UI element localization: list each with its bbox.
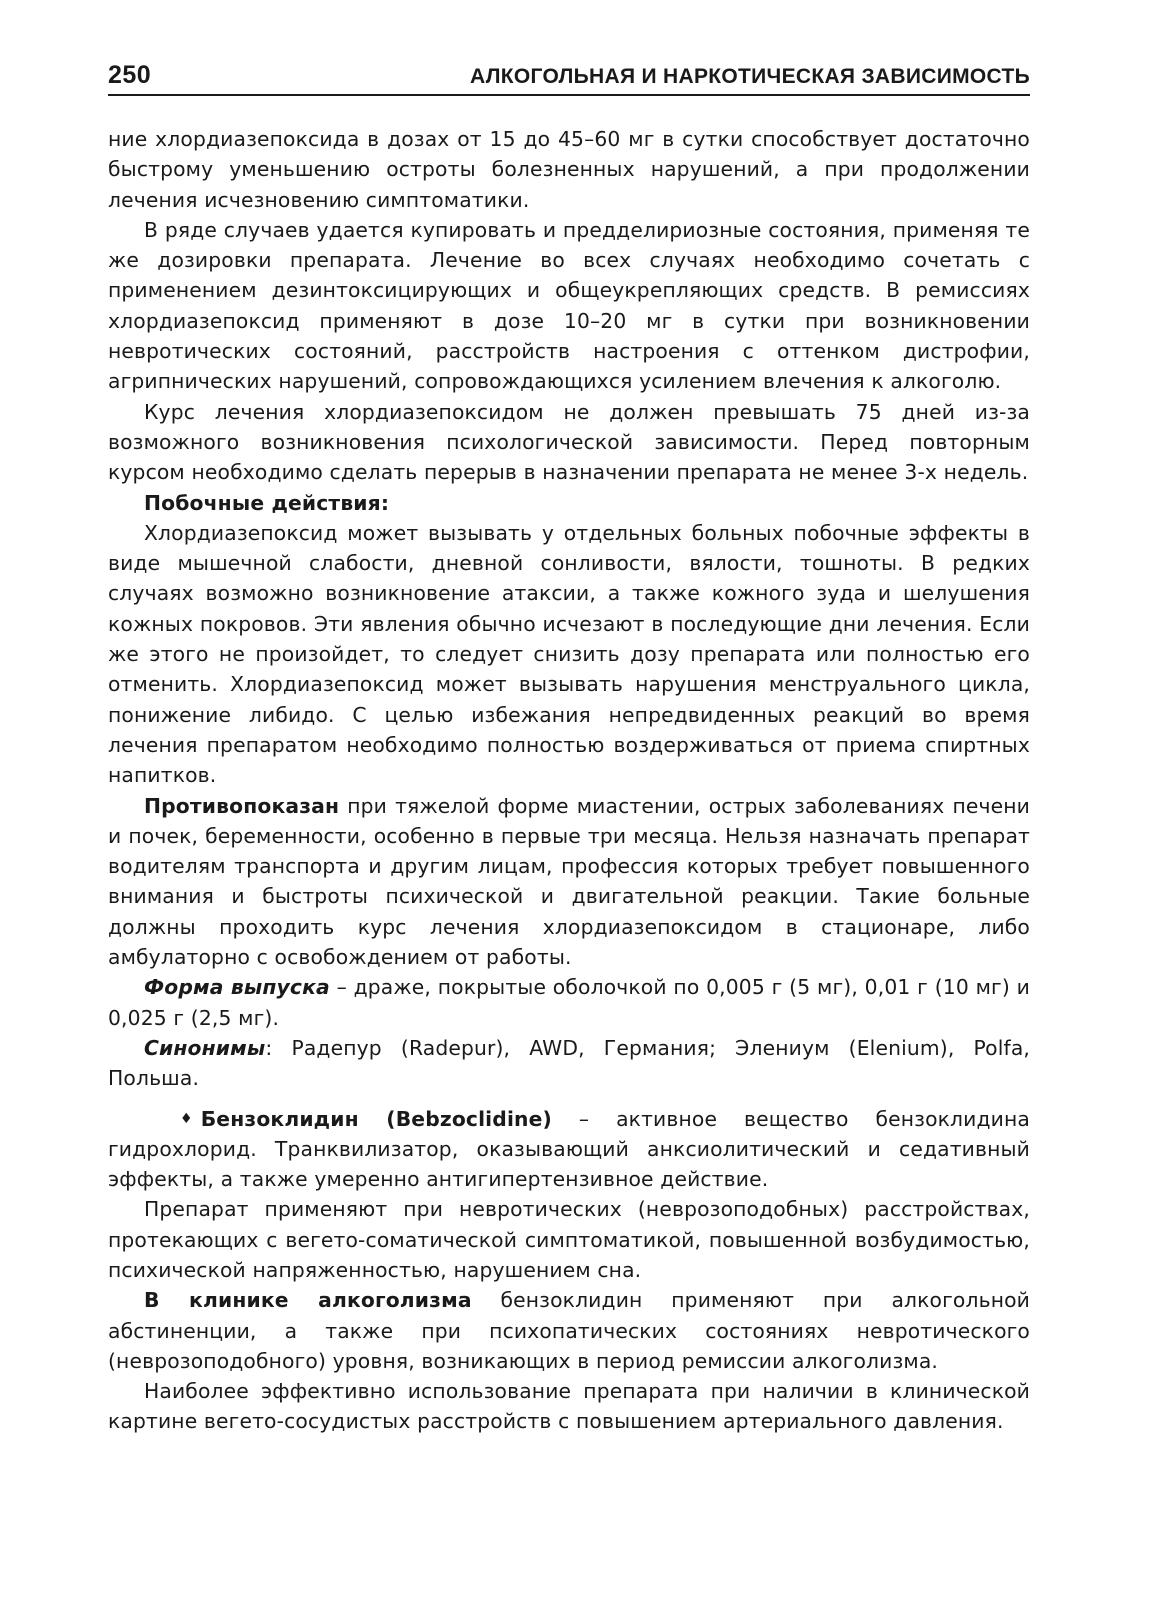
paragraph: Курс лечения хлордиазепоксидом не должен превышать 75 дней из-за возможного возникновения психологической зависимости. Перед повторным курсом необходимо сделать перерыв в назначении препарата не менее 3-х недель. [108,399,1030,485]
running-title: АЛКОГОЛЬНАЯ И НАРКОТИЧЕСКАЯ ЗАВИСИМОСТЬ [470,65,1030,88]
paragraph: Наиболее эффективно использование препарата при наличии в клинической картине вегето-сосудистых расстройств с повышением артериального давления. [108,1379,1030,1434]
drug-name: Бензоклидин (Bebzoclidine) [200,1106,552,1131]
contraindications-text: при тяжелой форме миастении, острых заболеваниях печени и почек, беременности, особенно в первые три месяца. Нельзя назначать препарат водителям транспорта и другим лицам, профессия которых требует повышенного внимания и быстроты психической и двигательной реакции. Такие больные должны проходить курс лечения хлордиазепоксидом в стационаре, либо амбулаторно с освобождением от работы. [108,793,1030,970]
drug-description: – активное вещество бензоклидина гидрохлорид. Транквилизатор, оказывающий анксиолитический и седативный эффекты, а также умеренно антигипертензивное действие. [108,1106,1030,1192]
page-number: 250 [108,61,152,89]
paragraph: Препарат применяют при невротических (неврозоподобных) расстройствах, протекающих с вегето-соматической симптоматикой, повышенной возбудимостью, психической напряженностью, нарушением сна. [108,1197,1030,1282]
paragraph-release-form [108,972,1030,1033]
clinic-lead: В клинике алкоголизма [144,1288,472,1313]
running-header [108,50,1030,96]
release-form-text: – драже, покрытые оболочкой по 0,005 г (5 мг), 0,01 г (10 мг) и 0,025 г (2,5 мг). [108,975,1030,1030]
book-page [108,50,1030,1570]
release-form-lead: Форма выпуска [144,975,330,1000]
synonyms-text: : Радепур (Radepur), AWD, Германия; Элениум (Elenium), Polfa, Польша. [108,1035,1030,1091]
paragraph-synonyms [108,1033,1030,1094]
side-effects-heading: Побочные действия: [144,490,390,515]
paragraph-side-effects: Хлордиазепоксид может вызывать у отдельных больных побочные эффекты в виде мышечной слабости, дневной сонливости, вялости, тошноты. В редких случаях возможно возникновение атаксии, а также кожного зуда и шелушения кожных покровов. Эти явления обычно исчезают в последующие дни лечения. Если же этого не произойдет, то следует снизить дозу препарата или полностью его отменить. Хлордиазепоксид может вызывать нарушения менструального цикла, понижение либидо. С целью избежания непредвиденных реакций во время лечения препаратом необходимо полностью воздерживаться от приема спиртных напитков. [108,520,1030,788]
diamond-bullet-icon: ♦ [180,1110,193,1127]
contraindications-lead: Противопоказан [144,793,340,818]
paragraph: В ряде случаев удается купировать и предделириозные состояния, применяя те же дозировки препарата. Лечение во всех случаях необходимо сочетать с применением дезинтоксицирующих и общеукрепляющих средств. В ремиссиях хлордиазепоксид применяют в дозе 10–20 мг в сутки при возникновении невротических состояний, расстройств настроения с оттенком дистрофии, агрипнических нарушений, сопровождающихся усилением влечения к алкоголю. [108,217,1030,394]
paragraph-drug-entry [108,1104,1030,1195]
clinic-text: бензоклидин применяют при алкогольной абстиненции, а также при психопатических состояниях невротического (неврозоподобного) уровня, возникающих в период ремиссии алкоголизма. [108,1288,1030,1373]
synonyms-lead: Синонимы [144,1035,266,1060]
paragraph-contraindications [108,791,1030,973]
paragraph-clinic [108,1285,1030,1376]
body-text [108,124,1030,1437]
paragraph-continued: ние хлордиазепоксида в дозах от 15 до 45–60 мг в сутки способствует достаточно быстрому уменьшению остроты болезненных нарушений, а при продолжении лечения исчезновению симптоматики. [108,127,1030,212]
